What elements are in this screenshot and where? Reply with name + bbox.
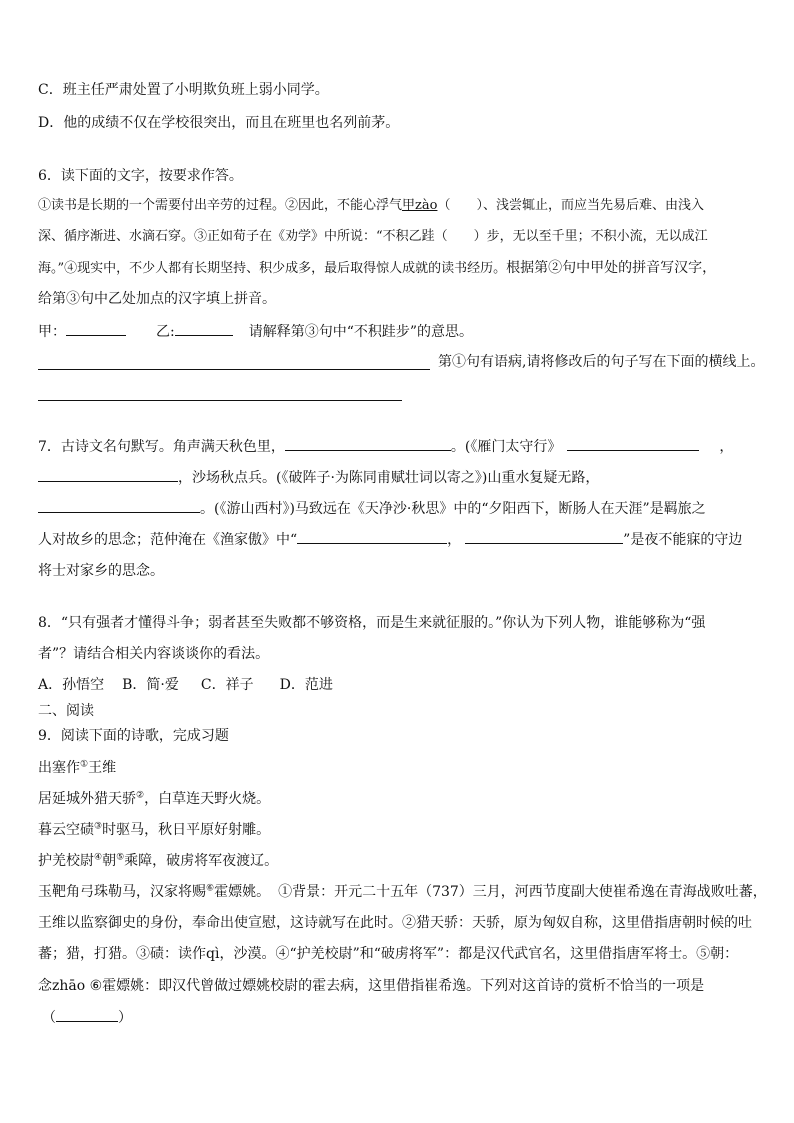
q8-line-1: 8．“只有强者才懂得斗争；弱者甚至失败都不够资格，而是生来就征服的。”你认为下列人物，谁能够称为“强	[38, 615, 706, 631]
q8-option-c[interactable]: C．祥子	[200, 677, 254, 693]
q6-title: 6．读下面的文字，按要求作答。	[38, 168, 243, 184]
q9-answer-line: （ ）	[42, 1007, 132, 1028]
q7-line-2: ，沙场秋点兵。(《破阵子·为陈同甫赋壮词以寄之》)山重水复疑无路，	[38, 467, 599, 488]
q7-blank-6[interactable]	[465, 529, 623, 544]
q9-note-4: 念zhāo ⑥霍嫖姚：即汉代曾做过嫖姚校尉的霍去病，这里借指崔希逸。下列对这首诗的赏析不恰当的一项是	[38, 978, 705, 994]
q9-note-1: ①背景：开元二十五年（737）三月，河西节度副大使崔希逸在青海战败吐蕃，	[278, 884, 767, 900]
q9-note-3: 蕃；猎，打猎。③碛：读作qì，沙漠。④“护羌校尉”和“破虏将军”：都是汉代武官名，这里借指唐军将士。⑤朝：	[38, 946, 739, 962]
q8-option-d[interactable]: D．范进	[279, 677, 333, 693]
q8-options	[38, 675, 333, 695]
q8-option-b[interactable]: B．简·爱	[122, 677, 179, 693]
section-heading: 二、阅读	[38, 703, 94, 719]
q7-line-4: 人对故乡的思念；范仲淹在《渔家傲》中“ ， ”是夜不能寐的守边	[38, 529, 742, 550]
q7-blank-1[interactable]	[285, 436, 451, 451]
q7-blank-3[interactable]	[38, 467, 178, 482]
q8-option-a[interactable]: A．孙悟空	[38, 677, 105, 693]
q6-answer-line	[38, 321, 473, 342]
poem-line-2: 暮云空碛③时驱马，秋日平原好射雕。	[38, 821, 271, 838]
q6-yi-blank[interactable]	[175, 321, 233, 336]
q6-passage-line-1: ①读书是长期的一个需要付出辛劳的过程。②因此，不能心浮气甲zào（ ）、浅尝辄止，而应当先易后难、由浅入	[38, 198, 704, 213]
q6-passage-line-2: 深、循序渐进、水滴石穿。③正如荀子在《劝学》中所说：“不积乙跬（ ）步，无以至千里；不积小流，无以成江	[38, 229, 708, 244]
poem-author: 王维	[88, 760, 117, 776]
q6-jia-blank[interactable]	[66, 321, 126, 336]
q6-explain-prompt: 请解释第③句中“不积跬步”的意思。	[248, 324, 474, 340]
q9-answer-blank[interactable]	[56, 1007, 118, 1022]
q6-instruction: 给第③句中乙处加点的汉字填上拼音。	[38, 291, 276, 307]
q7-line-5: 将士对家乡的思念。	[38, 563, 164, 579]
q6-passage-line-3: 海。”④现实中，不少人都有长期坚持、积少成多，最后取得惊人成就的读书经历。根据第②句中甲处的拼音写汉字，	[38, 260, 717, 276]
q7-blank-4[interactable]	[38, 498, 200, 513]
q8-line-2: 者”？请结合相关内容谈谈你的看法。	[38, 646, 270, 662]
q7-line-3: 。(《游山西村》)马致远在《天净沙·秋思》中的“夕阳西下，断肠人在天涯”是羁旅之	[38, 498, 706, 519]
q5-option-d: D．他的成绩不仅在学校很突出，而且在班里也名列前茅。	[38, 115, 400, 131]
q7-line-1: 7．古诗文名句默写。角声满天秋色里， 。(《雁门太守行》 ，	[38, 436, 733, 457]
poem-line-4: 玉靶角弓珠勒马，汉家将赐⑥霍嫖姚。 ①背景：开元二十五年（737）三月，河西节度副大使崔希逸在青海战败吐蕃，	[38, 883, 767, 900]
q6-fix-prompt: 第①句有语病,请将修改后的句子写在下面的横线上。	[438, 354, 765, 370]
q6-fix-answer-blank[interactable]	[38, 400, 402, 401]
q6-jia-label: 甲：	[38, 324, 66, 340]
poem-line-3: 护羌校尉④朝⑤乘障，破虏将军夜渡辽。	[38, 852, 279, 869]
q7-blank-2[interactable]	[567, 436, 699, 451]
q9-title: 9．阅读下面的诗歌，完成习题	[38, 728, 229, 744]
poem-line-1: 居延城外猎天骄②，白草连天野火烧。	[38, 790, 271, 807]
poem-title: 出塞作①王维	[38, 759, 117, 776]
q6-pinyin-jia: 甲zào	[402, 198, 438, 213]
q6-explain-answer-blank[interactable]	[38, 369, 430, 370]
q7-blank-5[interactable]	[297, 529, 447, 544]
q9-note-2: 王维以监察御史的身份，奉命出使宣慰，这诗就写在此时。②猎天骄：天骄，原为匈奴自称，这里借指唐朝时候的吐	[38, 915, 752, 931]
q6-yi-label: 乙:	[156, 324, 175, 340]
q5-option-c: C．班主任严肃处置了小明欺负班上弱小同学。	[38, 82, 329, 98]
